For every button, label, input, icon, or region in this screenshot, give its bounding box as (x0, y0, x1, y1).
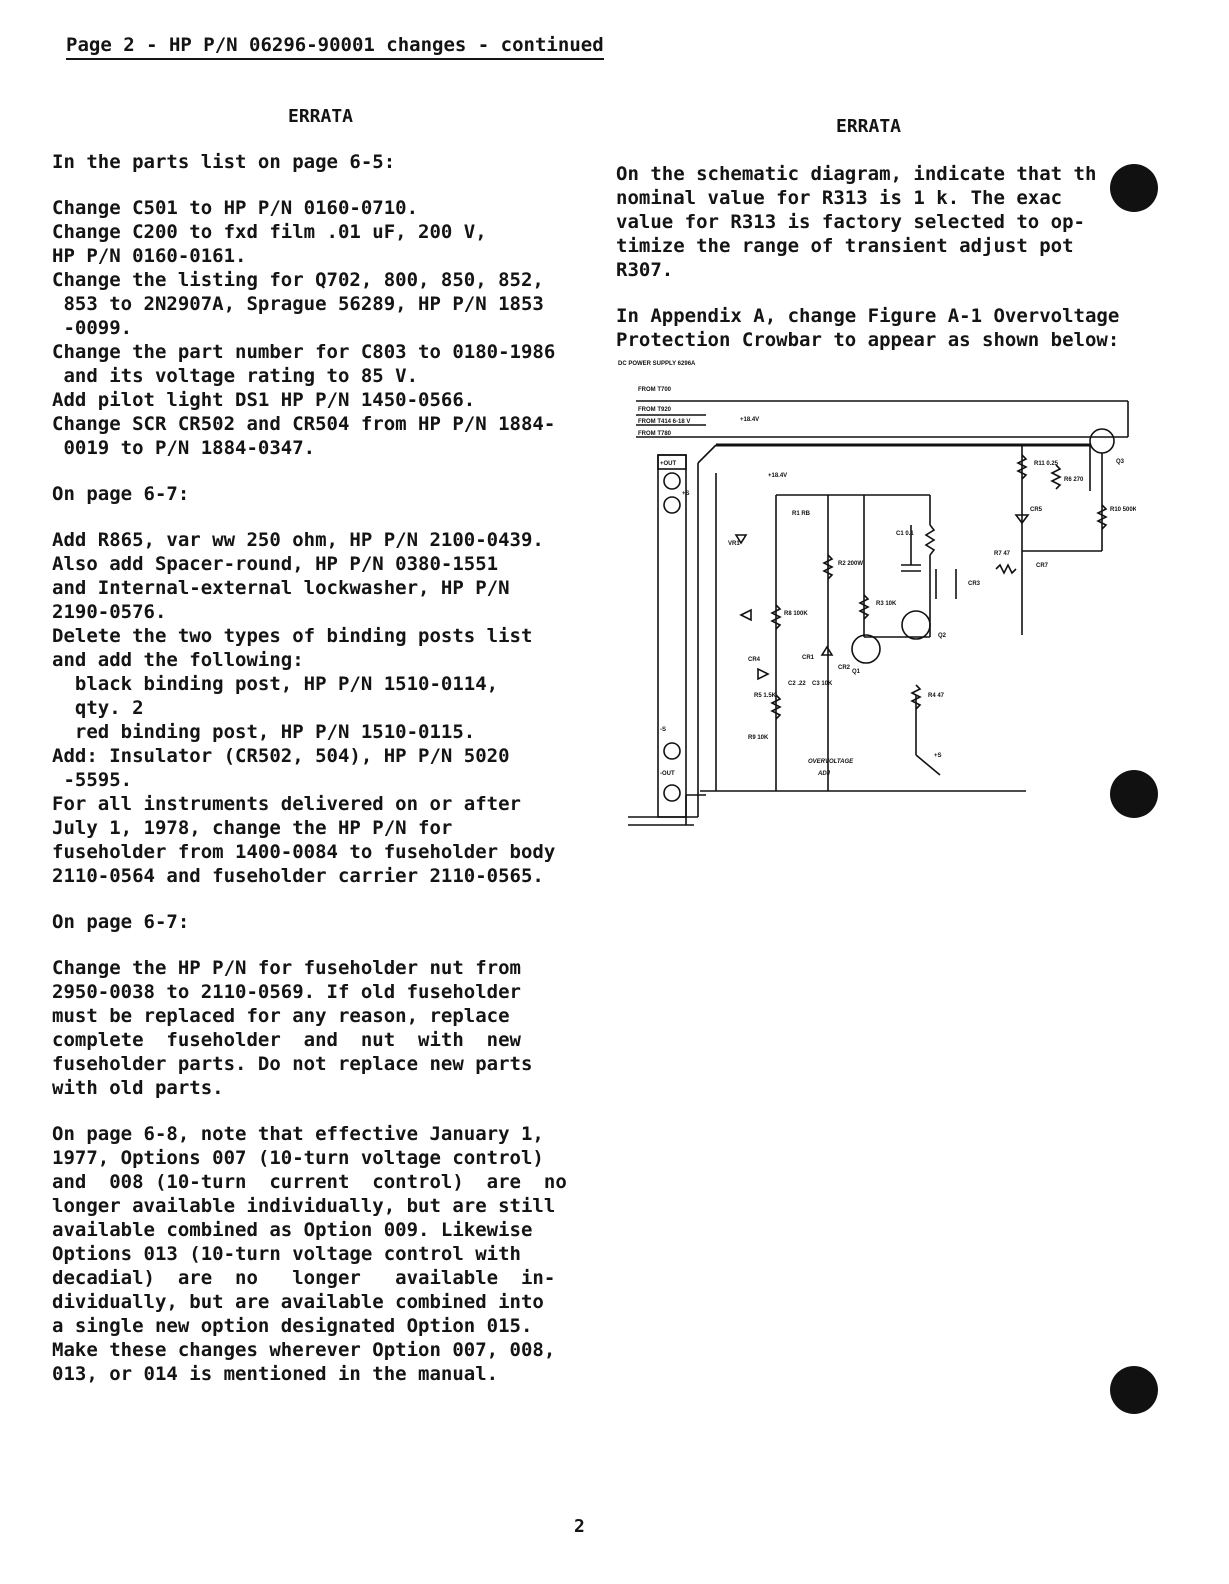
page-6-7-changes (52, 528, 592, 888)
text-line: 1977, Options 007 (10-turn voltage control) (52, 1147, 544, 1169)
label-q3: Q3 (1116, 459, 1125, 465)
text-line: 2110-0564 and fuseholder carrier 2110-0565. (52, 865, 544, 887)
text-line: and add the following: (52, 649, 304, 671)
text-line: Change C501 to HP P/N 0160-0710. (52, 197, 419, 219)
label-s-neg: -S (660, 727, 666, 733)
text-line: available combined as Option 009. Likewise (52, 1219, 533, 1241)
text-line: nominal value for R313 is 1 k. The exac (616, 187, 1063, 209)
label-cr2: CR2 (838, 665, 851, 671)
options-changes (52, 1122, 592, 1386)
label-from-4: FROM T780 (638, 431, 672, 437)
text-line: Options 013 (10-turn voltage control with (52, 1243, 521, 1265)
text-line: Add pilot light DS1 HP P/N 1450-0566. (52, 389, 476, 411)
text-line: fuseholder parts. Do not replace new parts (52, 1053, 533, 1075)
schematic-svg (616, 355, 1136, 835)
text-line: HP P/N 0160-0161. (52, 245, 247, 267)
label-adj: ADJ (818, 771, 831, 777)
punch-hole (1110, 164, 1158, 212)
right-column (616, 162, 1136, 352)
right-errata-heading: ERRATA (836, 116, 902, 137)
text-line: longer available individually, but are still (52, 1195, 556, 1217)
section-heading-page-6-7-second: On page 6-7: (52, 911, 190, 933)
parts-changes (52, 196, 592, 460)
label-cr5: CR5 (1030, 507, 1043, 513)
label-r5: R5 1.5K (754, 693, 777, 699)
text-line: For all instruments delivered on or after (52, 793, 521, 815)
text-line: Change the HP P/N for fuseholder nut from (52, 957, 521, 979)
text-line: must be replaced for any reason, replace (52, 1005, 510, 1027)
text-line: Change the listing for Q702, 800, 850, 852, (52, 269, 544, 291)
label-vr1: VR1 (728, 541, 740, 547)
text-line: 013, or 014 is mentioned in the manual. (52, 1363, 499, 1385)
text-line: Delete the two types of binding posts list (52, 625, 533, 647)
label-cr3: CR3 (968, 581, 981, 587)
label-r7: R7 47 (994, 551, 1011, 557)
label-r1: R1 RB (792, 511, 811, 517)
label-from-2: FROM T920 (638, 407, 672, 413)
text-line: July 1, 1978, change the HP P/N for (52, 817, 453, 839)
label-r8: R8 100K (784, 611, 808, 617)
text-line: Change C200 to fxd film .01 uF, 200 V, (52, 221, 487, 243)
page-header: Page 2 - HP P/N 06296-90001 changes - continued (66, 34, 604, 60)
parts-list-intro: In the parts list on page 6-5: (52, 151, 396, 173)
fuseholder-changes (52, 956, 592, 1100)
text-line: black binding post, HP P/N 1510-0114, (52, 673, 499, 695)
text-line: dividually, but are available combined into (52, 1291, 544, 1313)
label-r2: R2 200W (838, 561, 864, 567)
text-line: R307. (616, 259, 674, 281)
text-line: and its voltage rating to 85 V. (52, 365, 419, 387)
text-line: Also add Spacer-round, HP P/N 0380-1551 (52, 553, 499, 575)
text-line: Add R865, var ww 250 ohm, HP P/N 2100-0439. (52, 529, 544, 551)
label-c1: C1 0.1 (896, 531, 914, 537)
text-line: red binding post, HP P/N 1510-0115. (52, 721, 476, 743)
text-line: Change SCR CR502 and CR504 from HP P/N 1884- (52, 413, 556, 435)
text-line: On the schematic diagram, indicate that th (616, 163, 1097, 185)
text-line: and Internal-external lockwasher, HP P/N (52, 577, 510, 599)
appendix-note (616, 304, 1136, 352)
text-line: timize the range of transient adjust pot (616, 235, 1074, 257)
text-line: Add: Insulator (CR502, 504), HP P/N 5020 (52, 745, 510, 767)
label-s-pos: +S (682, 491, 690, 497)
label-from-1: FROM T700 (638, 387, 672, 393)
text-line: Change the part number for C803 to 0180-1986 (52, 341, 556, 363)
text-line: decadial) are no longer available in- (52, 1267, 556, 1289)
label-from-3: FROM T414 6-18 V (638, 419, 691, 425)
text-line: 853 to 2N2907A, Sprague 56289, HP P/N 1853 (52, 293, 544, 315)
text-line: In Appendix A, change Figure A-1 Overvoltage (616, 305, 1120, 327)
label-c3: C3 10K (812, 681, 833, 687)
overvoltage-crowbar-schematic (616, 355, 1136, 835)
text-line: 2950-0038 to 2110-0569. If old fuseholder (52, 981, 521, 1003)
text-line: qty. 2 (52, 697, 144, 719)
label-overvoltage: OVERVOLTAGE (808, 759, 854, 765)
label-out-pos: +OUT (660, 461, 677, 467)
label-cr1: CR1 (802, 655, 815, 661)
text-line: -5595. (52, 769, 133, 791)
label-r4: R4 47 (928, 693, 945, 699)
text-line: -0099. (52, 317, 133, 339)
left-column (52, 150, 592, 1386)
label-out-neg: -OUT (660, 771, 675, 777)
label-cr7: CR7 (1036, 563, 1049, 569)
text-line: with old parts. (52, 1077, 224, 1099)
label-q2: Q2 (938, 633, 947, 639)
label-s-plus: +S (934, 753, 942, 759)
figure-caption: DC POWER SUPPLY 6296A (618, 361, 696, 367)
text-line: 0019 to P/N 1884-0347. (52, 437, 316, 459)
text-line: value for R313 is factory selected to op- (616, 211, 1085, 233)
label-v18: +18.4V (740, 417, 760, 423)
text-line: 2190-0576. (52, 601, 167, 623)
label-r9: R9 10K (748, 735, 769, 741)
label-r3: R3 10K (876, 601, 897, 607)
text-line: and 008 (10-turn current control) are no (52, 1171, 567, 1193)
text-line: On page 6-8, note that effective January 1, (52, 1123, 544, 1145)
text-line: Protection Crowbar to appear as shown below: (616, 329, 1120, 351)
label-r11: R11 0.25 (1034, 461, 1059, 467)
left-errata-heading: ERRATA (288, 106, 354, 127)
label-c2: C2 .22 (788, 681, 806, 687)
page-number: 2 (574, 1516, 585, 1537)
text-line: Make these changes wherever Option 007, 008, (52, 1339, 556, 1361)
label-r6: R6 270 (1064, 477, 1084, 483)
text-line: complete fuseholder and nut with new (52, 1029, 521, 1051)
label-v18-b: +18.4V (768, 473, 788, 479)
punch-hole (1110, 1366, 1158, 1414)
section-heading-page-6-7: On page 6-7: (52, 483, 190, 505)
label-q1: Q1 (852, 669, 861, 675)
label-r10: R10 500K (1110, 507, 1136, 513)
label-cr4: CR4 (748, 657, 761, 663)
schematic-note (616, 162, 1136, 282)
text-line: a single new option designated Option 015. (52, 1315, 533, 1337)
text-line: fuseholder from 1400-0084 to fuseholder body (52, 841, 556, 863)
